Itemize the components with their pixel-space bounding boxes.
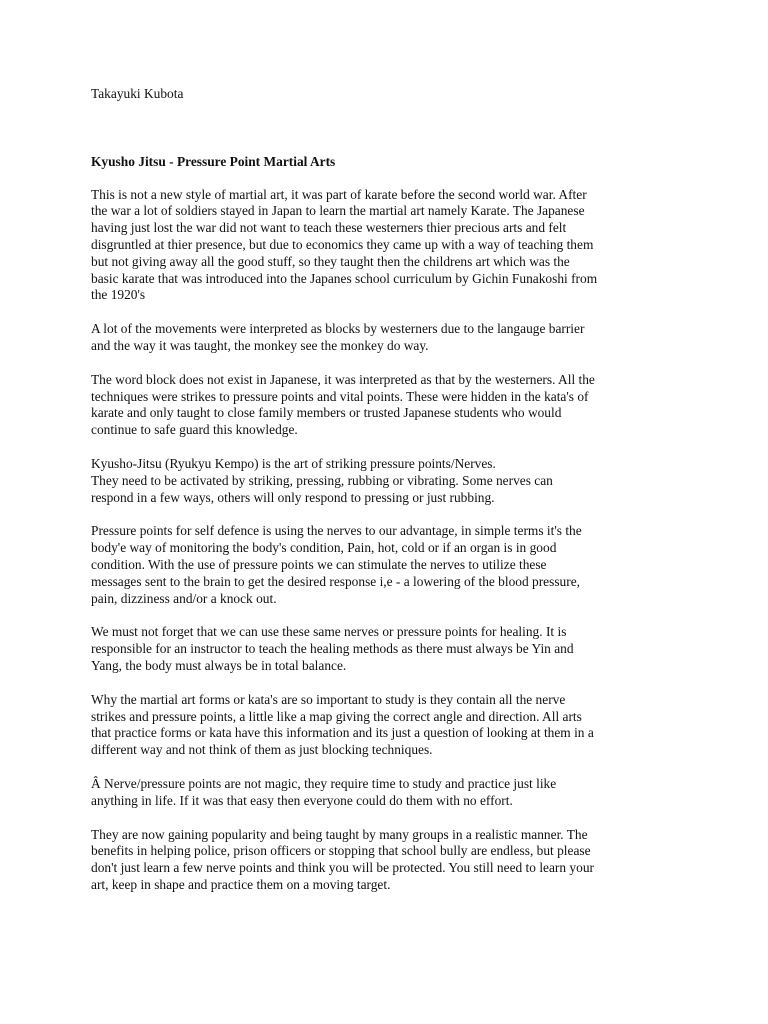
document-page xyxy=(91,86,681,911)
paragraph xyxy=(91,523,681,607)
text-line: anything in life. If it was that easy then everyone could do them with no effort. xyxy=(91,792,513,808)
text-line: We must not forget that we can use these same nerves or pressure points for healing. It is xyxy=(91,624,567,640)
text-line: condition. With the use of pressure points we can stimulate the nerves to utilize these xyxy=(91,556,547,572)
paragraph xyxy=(91,187,681,305)
text-line: art, keep in shape and practice them on a moving target. xyxy=(91,876,391,892)
document-title: Kyusho Jitsu - Pressure Point Martial Arts xyxy=(91,153,336,169)
paragraph xyxy=(91,624,681,674)
text-line: Kyusho-Jitsu (Ryukyu Kempo) is the art of striking pressure points/Nerves. xyxy=(91,455,496,471)
text-line: disgruntled at thier presence, but due to economics they came up with a way of teaching them xyxy=(91,236,594,252)
text-line: Â Nerve/pressure points are not magic, they require time to study and practice just like xyxy=(91,775,557,791)
text-line: pain, dizziness and/or a knock out. xyxy=(91,590,277,606)
text-line: They are now gaining popularity and being taught by many groups in a realistic manner. The xyxy=(91,826,588,842)
text-line: the 1920's xyxy=(91,287,146,303)
text-line: This is not a new style of martial art, it was part of karate before the second world war. After xyxy=(91,186,587,202)
text-line: techniques were strikes to pressure points and vital points. These were hidden in the kata's of xyxy=(91,388,589,404)
text-line: messages sent to the brain to get the desired response i,e - a lowering of the blood pressure, xyxy=(91,573,580,589)
document-body xyxy=(91,187,681,894)
text-line: strikes and pressure points, a little like a map giving the correct angle and direction. All arts xyxy=(91,708,582,724)
text-line: don't just learn a few nerve points and think you will be protected. You still need to learn your xyxy=(91,860,594,876)
text-line: the war a lot of soldiers stayed in Japan to learn the martial art namely Karate. The Japanese xyxy=(91,203,585,219)
text-line: karate and only taught to close family members or trusted Japanese students who would xyxy=(91,405,562,421)
text-line: Pressure points for self defence is using the nerves to our advantage, in simple terms it's the xyxy=(91,523,582,539)
paragraph xyxy=(91,372,681,439)
text-line: continue to safe guard this knowledge. xyxy=(91,422,298,438)
paragraph xyxy=(91,827,681,894)
text-line: responsible for an instructor to teach the healing methods as there must always be Yin and xyxy=(91,641,574,657)
text-line: basic karate that was introduced into the Japanes school curriculum by Gichin Funakoshi from xyxy=(91,270,598,286)
text-line: A lot of the movements were interpreted as blocks by westerners due to the langauge barrier xyxy=(91,321,585,337)
text-line: They need to be activated by striking, pressing, rubbing or vibrating. Some nerves can xyxy=(91,472,553,488)
text-line: that practice forms or kata have this information and its just a question of looking at them in a xyxy=(91,725,594,741)
text-line: having just lost the war did not want to teach these westerners thier precious arts and felt xyxy=(91,220,567,236)
text-line: The word block does not exist in Japanese, it was interpreted as that by the westerners. All the xyxy=(91,371,595,387)
text-line: body'e way of monitoring the body's condition, Pain, hot, cold or if an organ is in good xyxy=(91,540,557,556)
text-line: but not giving away all the good stuff, so they taught then the childrens art which was the xyxy=(91,253,570,269)
paragraph xyxy=(91,456,681,506)
author-name: Takayuki Kubota xyxy=(91,86,184,101)
text-line: Yang, the body must always be in total balance. xyxy=(91,657,347,673)
text-line: respond in a few ways, others will only respond to pressing or just rubbing. xyxy=(91,489,495,505)
text-line: and the way it was taught, the monkey see the monkey do way. xyxy=(91,337,429,353)
paragraph xyxy=(91,776,681,810)
text-line: different way and not think of them as just blocking techniques. xyxy=(91,742,433,758)
text-line: Why the martial art forms or kata's are so important to study is they contain all the nerve xyxy=(91,691,566,707)
text-line: benefits in helping police, prison officers or stopping that school bully are endless, but please xyxy=(91,843,591,859)
paragraph xyxy=(91,321,681,355)
paragraph xyxy=(91,692,681,759)
